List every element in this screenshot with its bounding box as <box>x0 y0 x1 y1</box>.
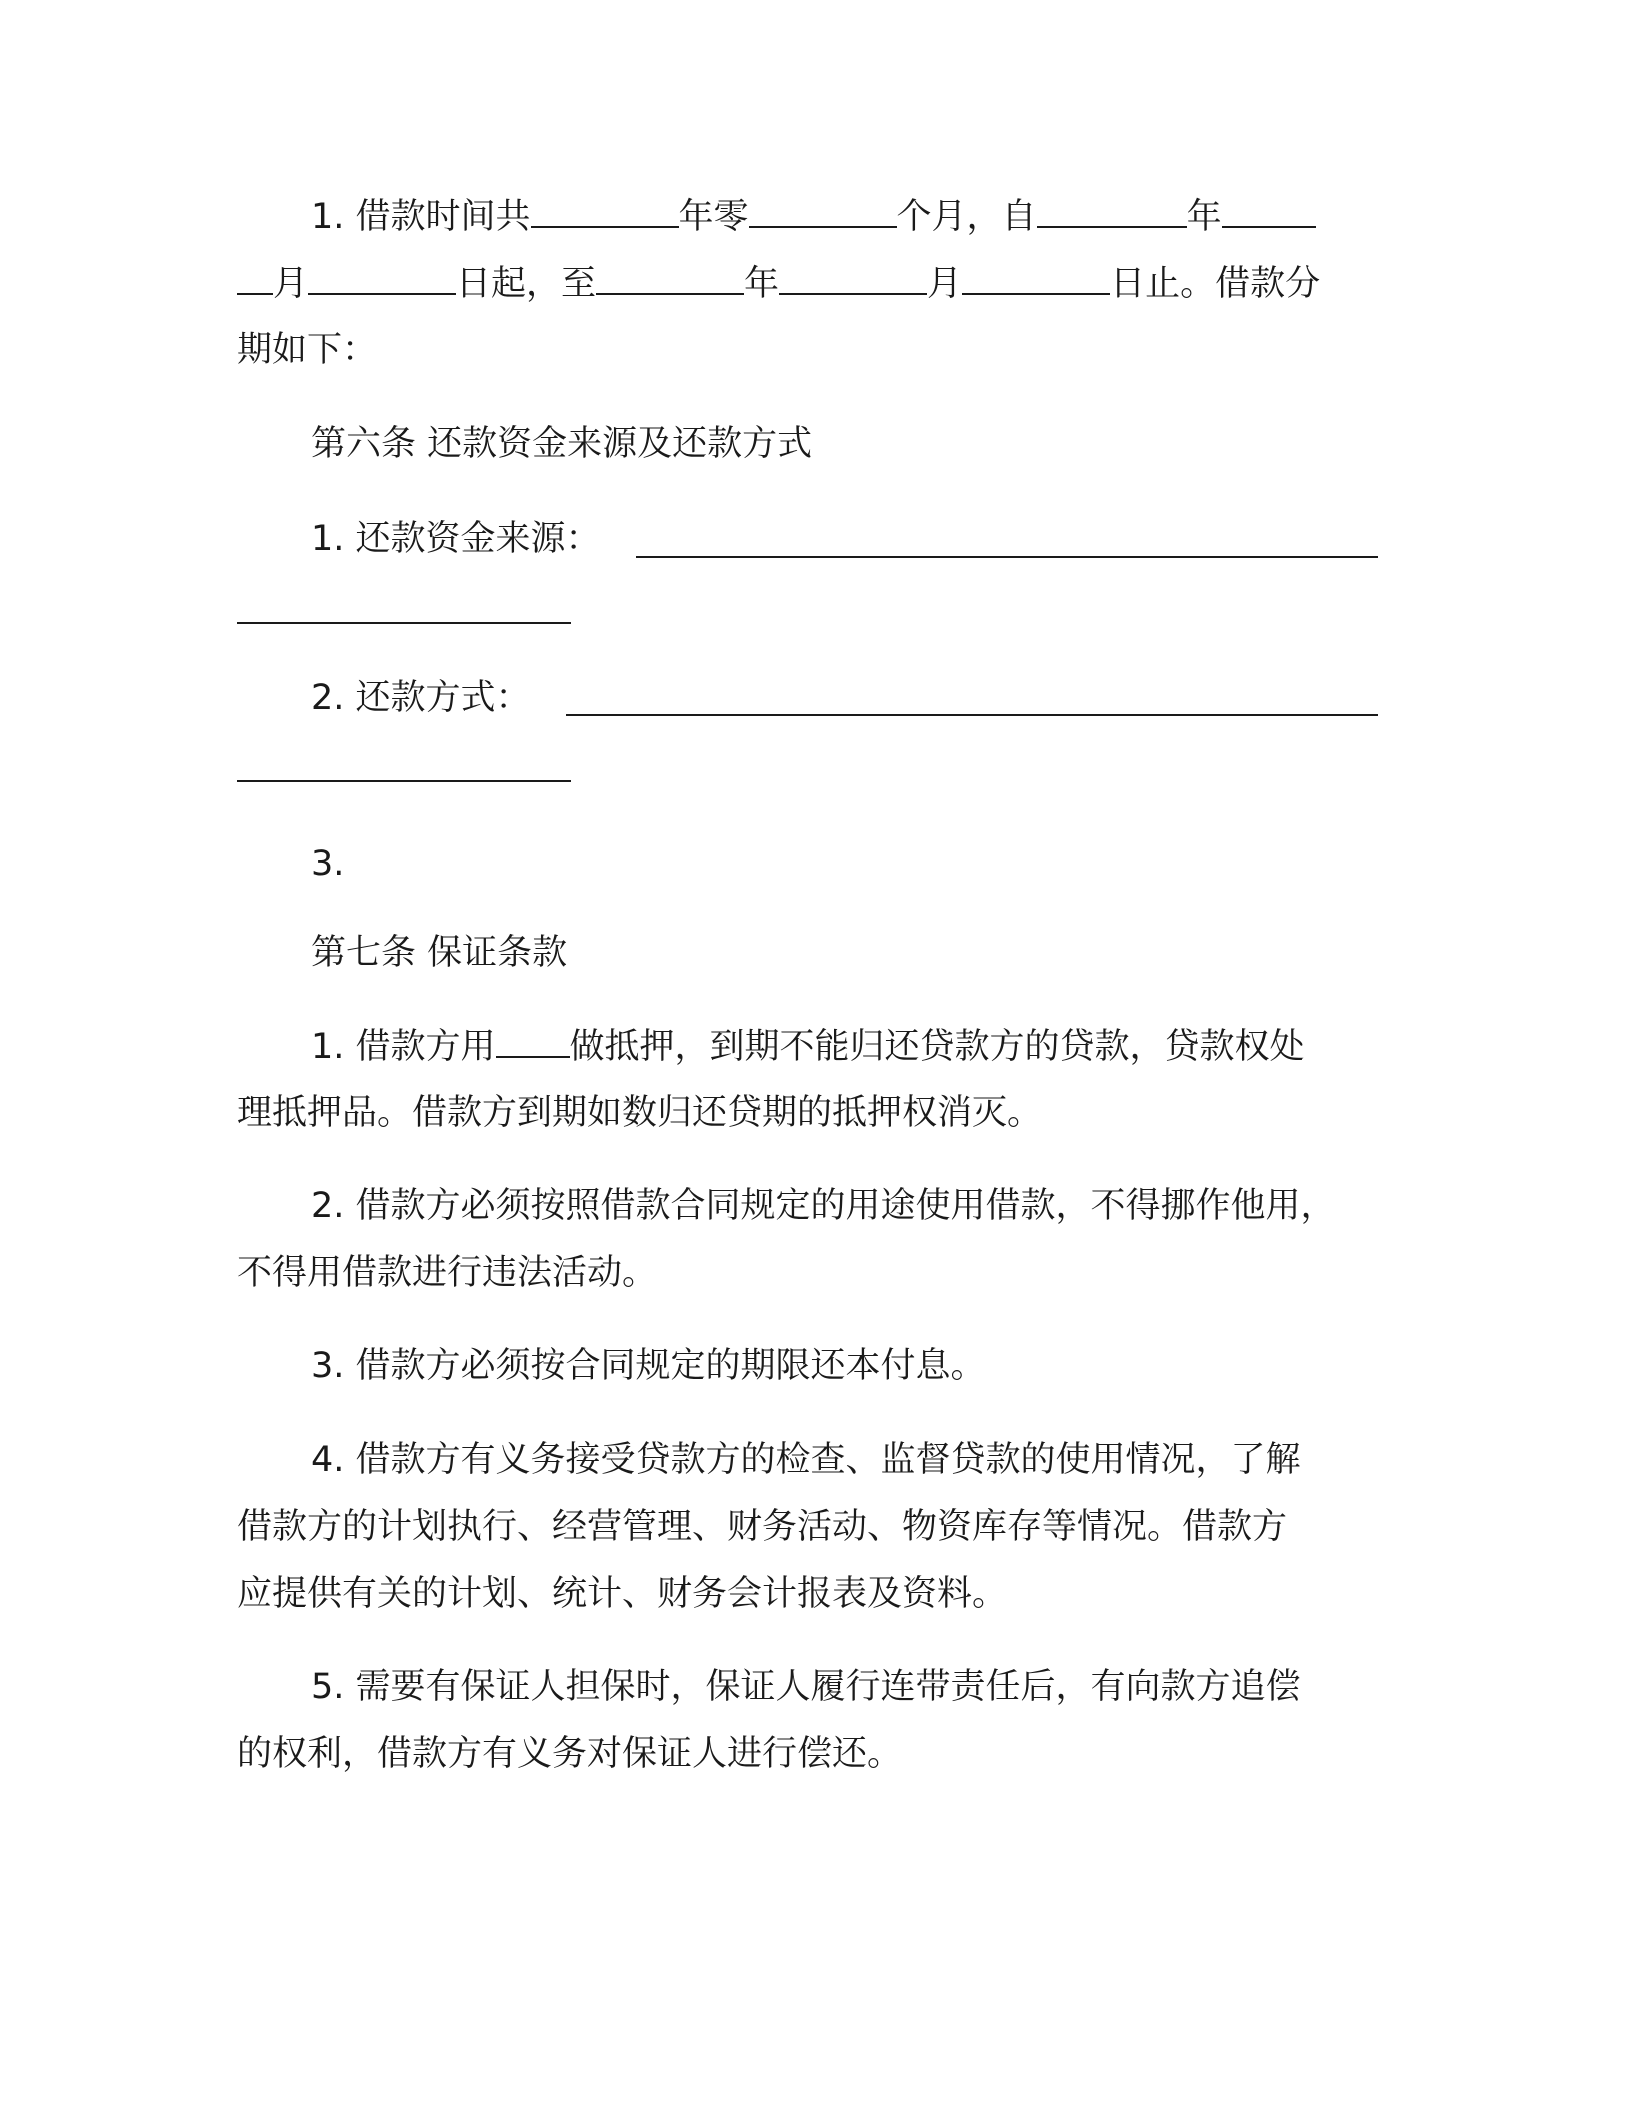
blank-start-month-part1 <box>1222 192 1316 228</box>
clause-4-line-3: 应提供有关的计划、统计、财务会计报表及资料。 <box>237 1574 1008 1614</box>
text-segment: 做抵押，到期不能归还贷款方的贷款，贷款权处 <box>569 1027 1305 1067</box>
repayment-method-blank-line-2 <box>237 780 571 782</box>
text-segment: 日止。借款分 <box>1110 264 1321 304</box>
clause-3-line-1: 3. 借款方必须按合同规定的期限还本付息。 <box>311 1346 986 1386</box>
text-segment: 年 <box>744 264 780 304</box>
article-6-heading: 第六条 还款资金来源及还款方式 <box>311 424 813 464</box>
blank-years <box>531 192 679 228</box>
clause-4-line-1: 4. 借款方有义务接受贷款方的检查、监督贷款的使用情况，了解 <box>311 1440 1301 1480</box>
blank-months <box>749 192 897 228</box>
clause-5-line-2: 的权利，借款方有义务对保证人进行偿还。 <box>237 1734 903 1774</box>
repayment-source-blank-line-2 <box>237 622 571 624</box>
text-segment: 期如下： <box>237 330 378 370</box>
blank-start-month-part2 <box>237 259 273 295</box>
clause-5-line-1: 5. 需要有保证人担保时，保证人履行连带责任后，有向款方追偿 <box>311 1667 1301 1707</box>
blank-collateral <box>496 1022 570 1058</box>
blank-start-year <box>1037 192 1187 228</box>
text-segment: 个月，自 <box>896 197 1037 237</box>
repayment-source-blank-line-1 <box>636 556 1378 558</box>
text-segment: 1. 借款方用 <box>311 1027 496 1067</box>
article-7-heading: 第七条 保证条款 <box>311 933 568 973</box>
blank-end-month <box>779 259 927 295</box>
clause-2-line-2: 不得用借款进行违法活动。 <box>237 1253 658 1293</box>
clause-1-line-2: 理抵押品。借款方到期如数归还贷期的抵押权消灭。 <box>237 1093 1043 1133</box>
text-segment: 年 <box>1186 197 1222 237</box>
text-segment: 月 <box>927 264 963 304</box>
blank-end-day <box>962 259 1110 295</box>
repayment-source-label: 1. 还款资金来源： <box>311 519 601 559</box>
text-segment: 1. 借款时间共 <box>311 197 531 237</box>
text-segment: 年零 <box>678 197 749 237</box>
text-segment: 月 <box>273 264 309 304</box>
blank-start-day <box>308 259 456 295</box>
loan-period-line-3 <box>237 326 377 374</box>
blank-end-year <box>596 259 744 295</box>
loan-period-line-1 <box>311 192 1316 241</box>
text-segment: 日起，至 <box>456 264 597 304</box>
repayment-method-blank-line-1 <box>566 714 1378 716</box>
clause-2-line-1: 2. 借款方必须按照借款合同规定的用途使用借款，不得挪作他用， <box>311 1186 1336 1226</box>
repayment-method-label: 2. 还款方式： <box>311 678 531 718</box>
clause-1-line-1 <box>311 1022 1305 1071</box>
repayment-item-3-label: 3. <box>311 844 345 884</box>
clause-4-line-2: 借款方的计划执行、经营管理、财务活动、物资库存等情况。借款方 <box>237 1507 1288 1547</box>
loan-period-line-2 <box>237 259 1320 308</box>
